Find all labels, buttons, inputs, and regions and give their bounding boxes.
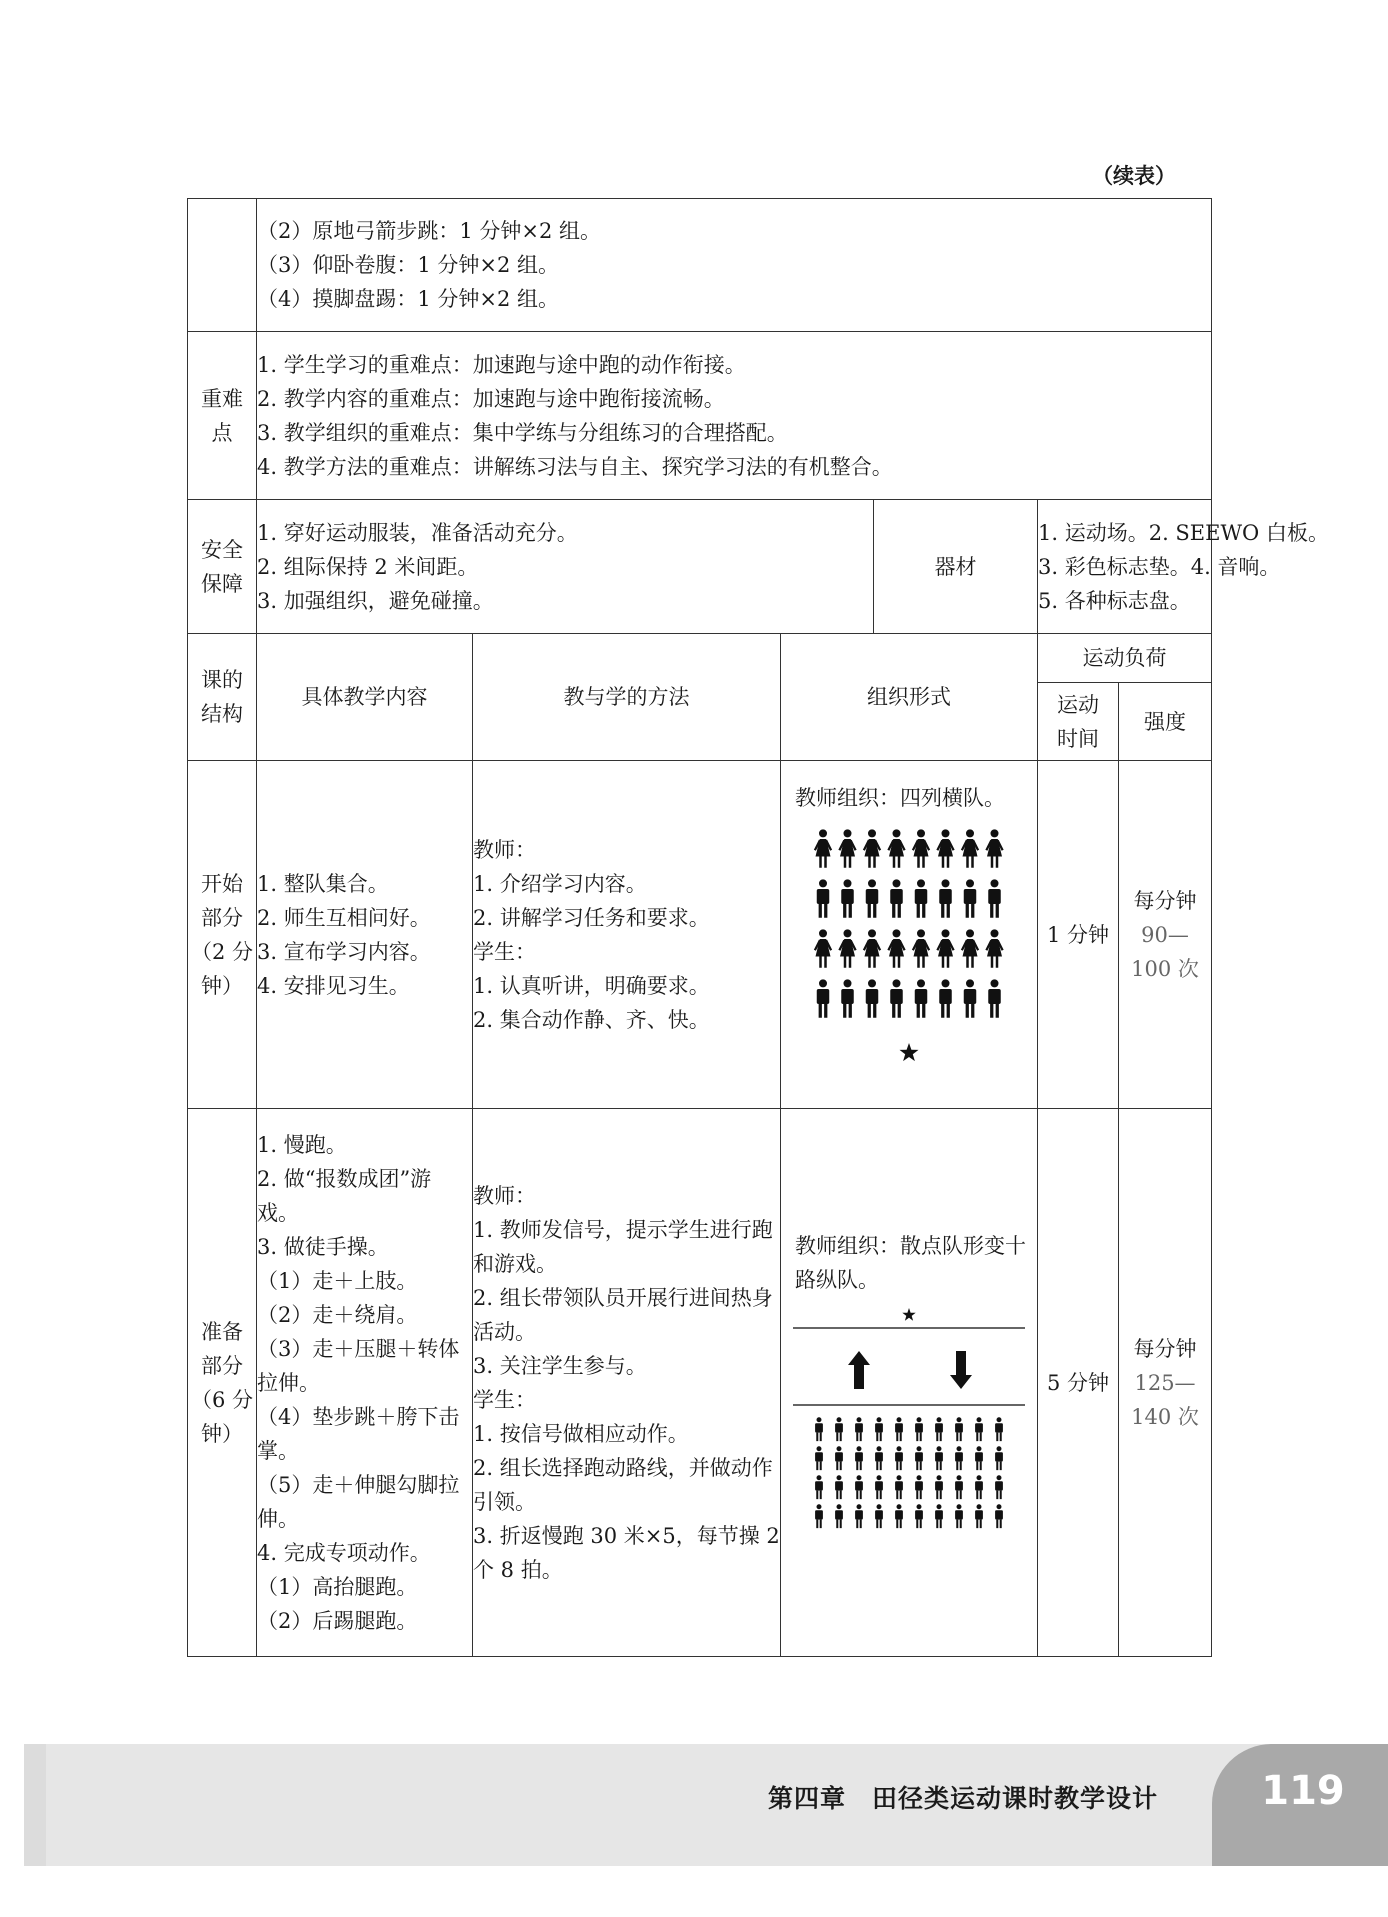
male-student-icon: [935, 1446, 943, 1470]
arrow-down-icon: [950, 1351, 972, 1389]
male-student-icon: [955, 1475, 963, 1499]
intro-list: （2）原地弓箭步跳：1 分钟×2 组。 （3）仰卧卷腹：1 分钟×2 组。 （4）摸脚盘踢：1 分钟×2 组。: [257, 199, 1212, 332]
male-student-icon: [855, 1446, 863, 1470]
female-student-icon: [962, 929, 978, 967]
male-student-icon: [835, 1417, 843, 1441]
male-student-icon: [815, 1446, 823, 1470]
start-time: 1 分钟: [1038, 761, 1119, 1109]
male-student-icon: [815, 1417, 823, 1441]
female-student-icon: [888, 829, 904, 867]
male-student-icon: [988, 879, 1001, 917]
female-student-icon: [962, 829, 978, 867]
male-student-icon: [890, 979, 903, 1017]
male-student-icon: [975, 1446, 983, 1470]
male-student-icon: [975, 1504, 983, 1528]
female-student-icon: [913, 829, 929, 867]
prep-label: 准备 部分 （6 分 钟）: [188, 1109, 257, 1657]
male-student-icon: [817, 879, 830, 917]
female-student-icon: [888, 929, 904, 967]
content-header: 具体教学内容: [257, 634, 473, 761]
start-label: 开始 部分 （2 分 钟）: [188, 761, 257, 1109]
empty-label-cell: [188, 199, 257, 332]
table-row: [188, 500, 1212, 634]
male-student-icon: [890, 879, 903, 917]
lesson-table: [187, 198, 1329, 1657]
table-row: [188, 1109, 1212, 1657]
male-student-icon: [866, 979, 879, 1017]
start-content: 1. 整队集合。 2. 师生互相问好。 3. 宣布学习内容。 4. 安排见习生。: [257, 761, 473, 1109]
prep-content: 1. 慢跑。 2. 做“报数成团”游戏。 3. 做徒手操。 （1）走＋上肢。 （2）走＋绕肩。 （3）走＋压腿＋转体拉伸。 （4）垫步跳＋胯下击掌。 （5）走＋伸腿勾脚拉伸。 4. 完成专项动作。 （1）高抬腿跑。 （2）后踢腿跑。: [257, 1109, 473, 1657]
female-student-icon: [913, 929, 929, 967]
start-method: 教师： 1. 介绍学习内容。 2. 讲解学习任务和要求。 学生： 1. 认真听讲，明确要求。 2. 集合动作静、齐、快。: [473, 761, 781, 1109]
difficulty-list: 1. 学生学习的重难点：加速跑与途中跑的动作衔接。 2. 教学内容的重难点：加速跑与途中跑衔接流畅。 3. 教学组织的重难点：集中学练与分组练习的合理搭配。 4. 教学方法的重难点：讲解练习法与自主、探究学习法的有机整合。: [257, 332, 1212, 500]
male-student-icon: [995, 1475, 1003, 1499]
male-student-icon: [866, 879, 879, 917]
table-row: [188, 761, 1212, 1109]
female-student-icon: [986, 929, 1002, 967]
male-student-icon: [855, 1417, 863, 1441]
teacher-star-icon: [902, 1308, 915, 1321]
equipment-label: 器材: [874, 500, 1038, 634]
female-student-icon: [839, 829, 855, 867]
male-student-icon: [995, 1417, 1003, 1441]
structure-header: 课的 结构: [188, 634, 257, 761]
method-header: 教与学的方法: [473, 634, 781, 761]
safety-label: 安全 保障: [188, 500, 257, 634]
male-student-icon: [964, 879, 977, 917]
header-row: [188, 634, 1212, 683]
male-student-icon: [939, 879, 952, 917]
difficulty-label: 重难 点: [188, 332, 257, 500]
male-student-icon: [835, 1446, 843, 1470]
male-student-icon: [955, 1417, 963, 1441]
male-student-icon: [995, 1504, 1003, 1528]
prep-organization: [781, 1109, 1038, 1657]
male-student-icon: [895, 1475, 903, 1499]
arrow-up-icon: [848, 1351, 870, 1389]
footer-band: [24, 1744, 1364, 1866]
male-student-icon: [915, 1446, 923, 1470]
male-student-icon: [875, 1504, 883, 1528]
page-number: 119: [1261, 1768, 1345, 1814]
male-student-icon: [895, 1446, 903, 1470]
male-student-icon: [841, 879, 854, 917]
male-student-icon: [915, 1417, 923, 1441]
male-student-icon: [915, 1475, 923, 1499]
female-student-icon: [864, 829, 880, 867]
male-student-icon: [855, 1475, 863, 1499]
prep-method: 教师： 1. 教师发信号，提示学生进行跑和游戏。 2. 组长带领队员开展行进间热身活动。 3. 关注学生参与。 学生： 1. 按信号做相应动作。 2. 组长选择跑动路线，并做动作引领。 3. 折返慢跑 30 米×5，每节操 2 个 8 拍。: [473, 1109, 781, 1657]
female-student-icon: [815, 929, 831, 967]
male-student-icon: [915, 879, 928, 917]
male-student-icon: [835, 1475, 843, 1499]
intensity-header: 强度: [1119, 683, 1212, 761]
male-student-icon: [975, 1475, 983, 1499]
time-header: 运动 时间: [1038, 683, 1119, 761]
equipment-list: 1. 运动场。2. SEEWO 白板。 3. 彩色标志垫。4. 音响。 5. 各种标志盘。: [1038, 500, 1212, 634]
male-student-icon: [835, 1504, 843, 1528]
load-header: 运动负荷: [1038, 634, 1212, 683]
male-student-icon: [975, 1417, 983, 1441]
four-rows-formation-diagram: [809, 825, 1009, 1065]
female-student-icon: [937, 929, 953, 967]
male-student-icon: [995, 1446, 1003, 1470]
male-student-icon: [955, 1446, 963, 1470]
organization-header: 组织形式: [781, 634, 1038, 761]
female-student-icon: [815, 829, 831, 867]
prep-time: 5 分钟: [1038, 1109, 1119, 1657]
female-student-icon: [864, 929, 880, 967]
male-student-icon: [955, 1504, 963, 1528]
table-row: [188, 199, 1212, 332]
prep-intensity: 每分钟 125— 140 次: [1119, 1109, 1212, 1657]
male-student-icon: [964, 979, 977, 1017]
male-student-icon: [939, 979, 952, 1017]
female-student-icon: [986, 829, 1002, 867]
male-student-icon: [915, 979, 928, 1017]
continued-label: （续表）: [1092, 164, 1176, 188]
male-student-icon: [915, 1504, 923, 1528]
safety-list: 1. 穿好运动服装，准备活动充分。 2. 组际保持 2 米间距。 3. 加强组织，避免碰撞。: [257, 500, 874, 634]
male-student-icon: [815, 1475, 823, 1499]
start-org-title: 教师组织：四列横队。: [795, 786, 1005, 810]
male-student-icon: [875, 1446, 883, 1470]
male-student-icon: [841, 979, 854, 1017]
footer-stripe: [24, 1744, 46, 1866]
teacher-star-icon: [900, 1043, 919, 1061]
male-student-icon: [817, 979, 830, 1017]
female-student-icon: [937, 829, 953, 867]
male-student-icon: [875, 1417, 883, 1441]
column-formation-diagram: [789, 1305, 1029, 1535]
male-student-icon: [875, 1475, 883, 1499]
chapter-title: 第四章 田径类运动课时教学设计: [768, 1784, 1159, 1813]
table-row: [188, 332, 1212, 500]
male-student-icon: [935, 1504, 943, 1528]
start-intensity: 每分钟 90— 100 次: [1119, 761, 1212, 1109]
male-student-icon: [815, 1504, 823, 1528]
male-student-icon: [935, 1475, 943, 1499]
male-student-icon: [988, 979, 1001, 1017]
male-student-icon: [895, 1504, 903, 1528]
male-student-icon: [895, 1417, 903, 1441]
start-organization: [781, 761, 1038, 1109]
female-student-icon: [839, 929, 855, 967]
prep-org-title: 教师组织：散点队形变十路纵队。: [795, 1234, 1026, 1292]
male-student-icon: [855, 1504, 863, 1528]
male-student-icon: [935, 1417, 943, 1441]
